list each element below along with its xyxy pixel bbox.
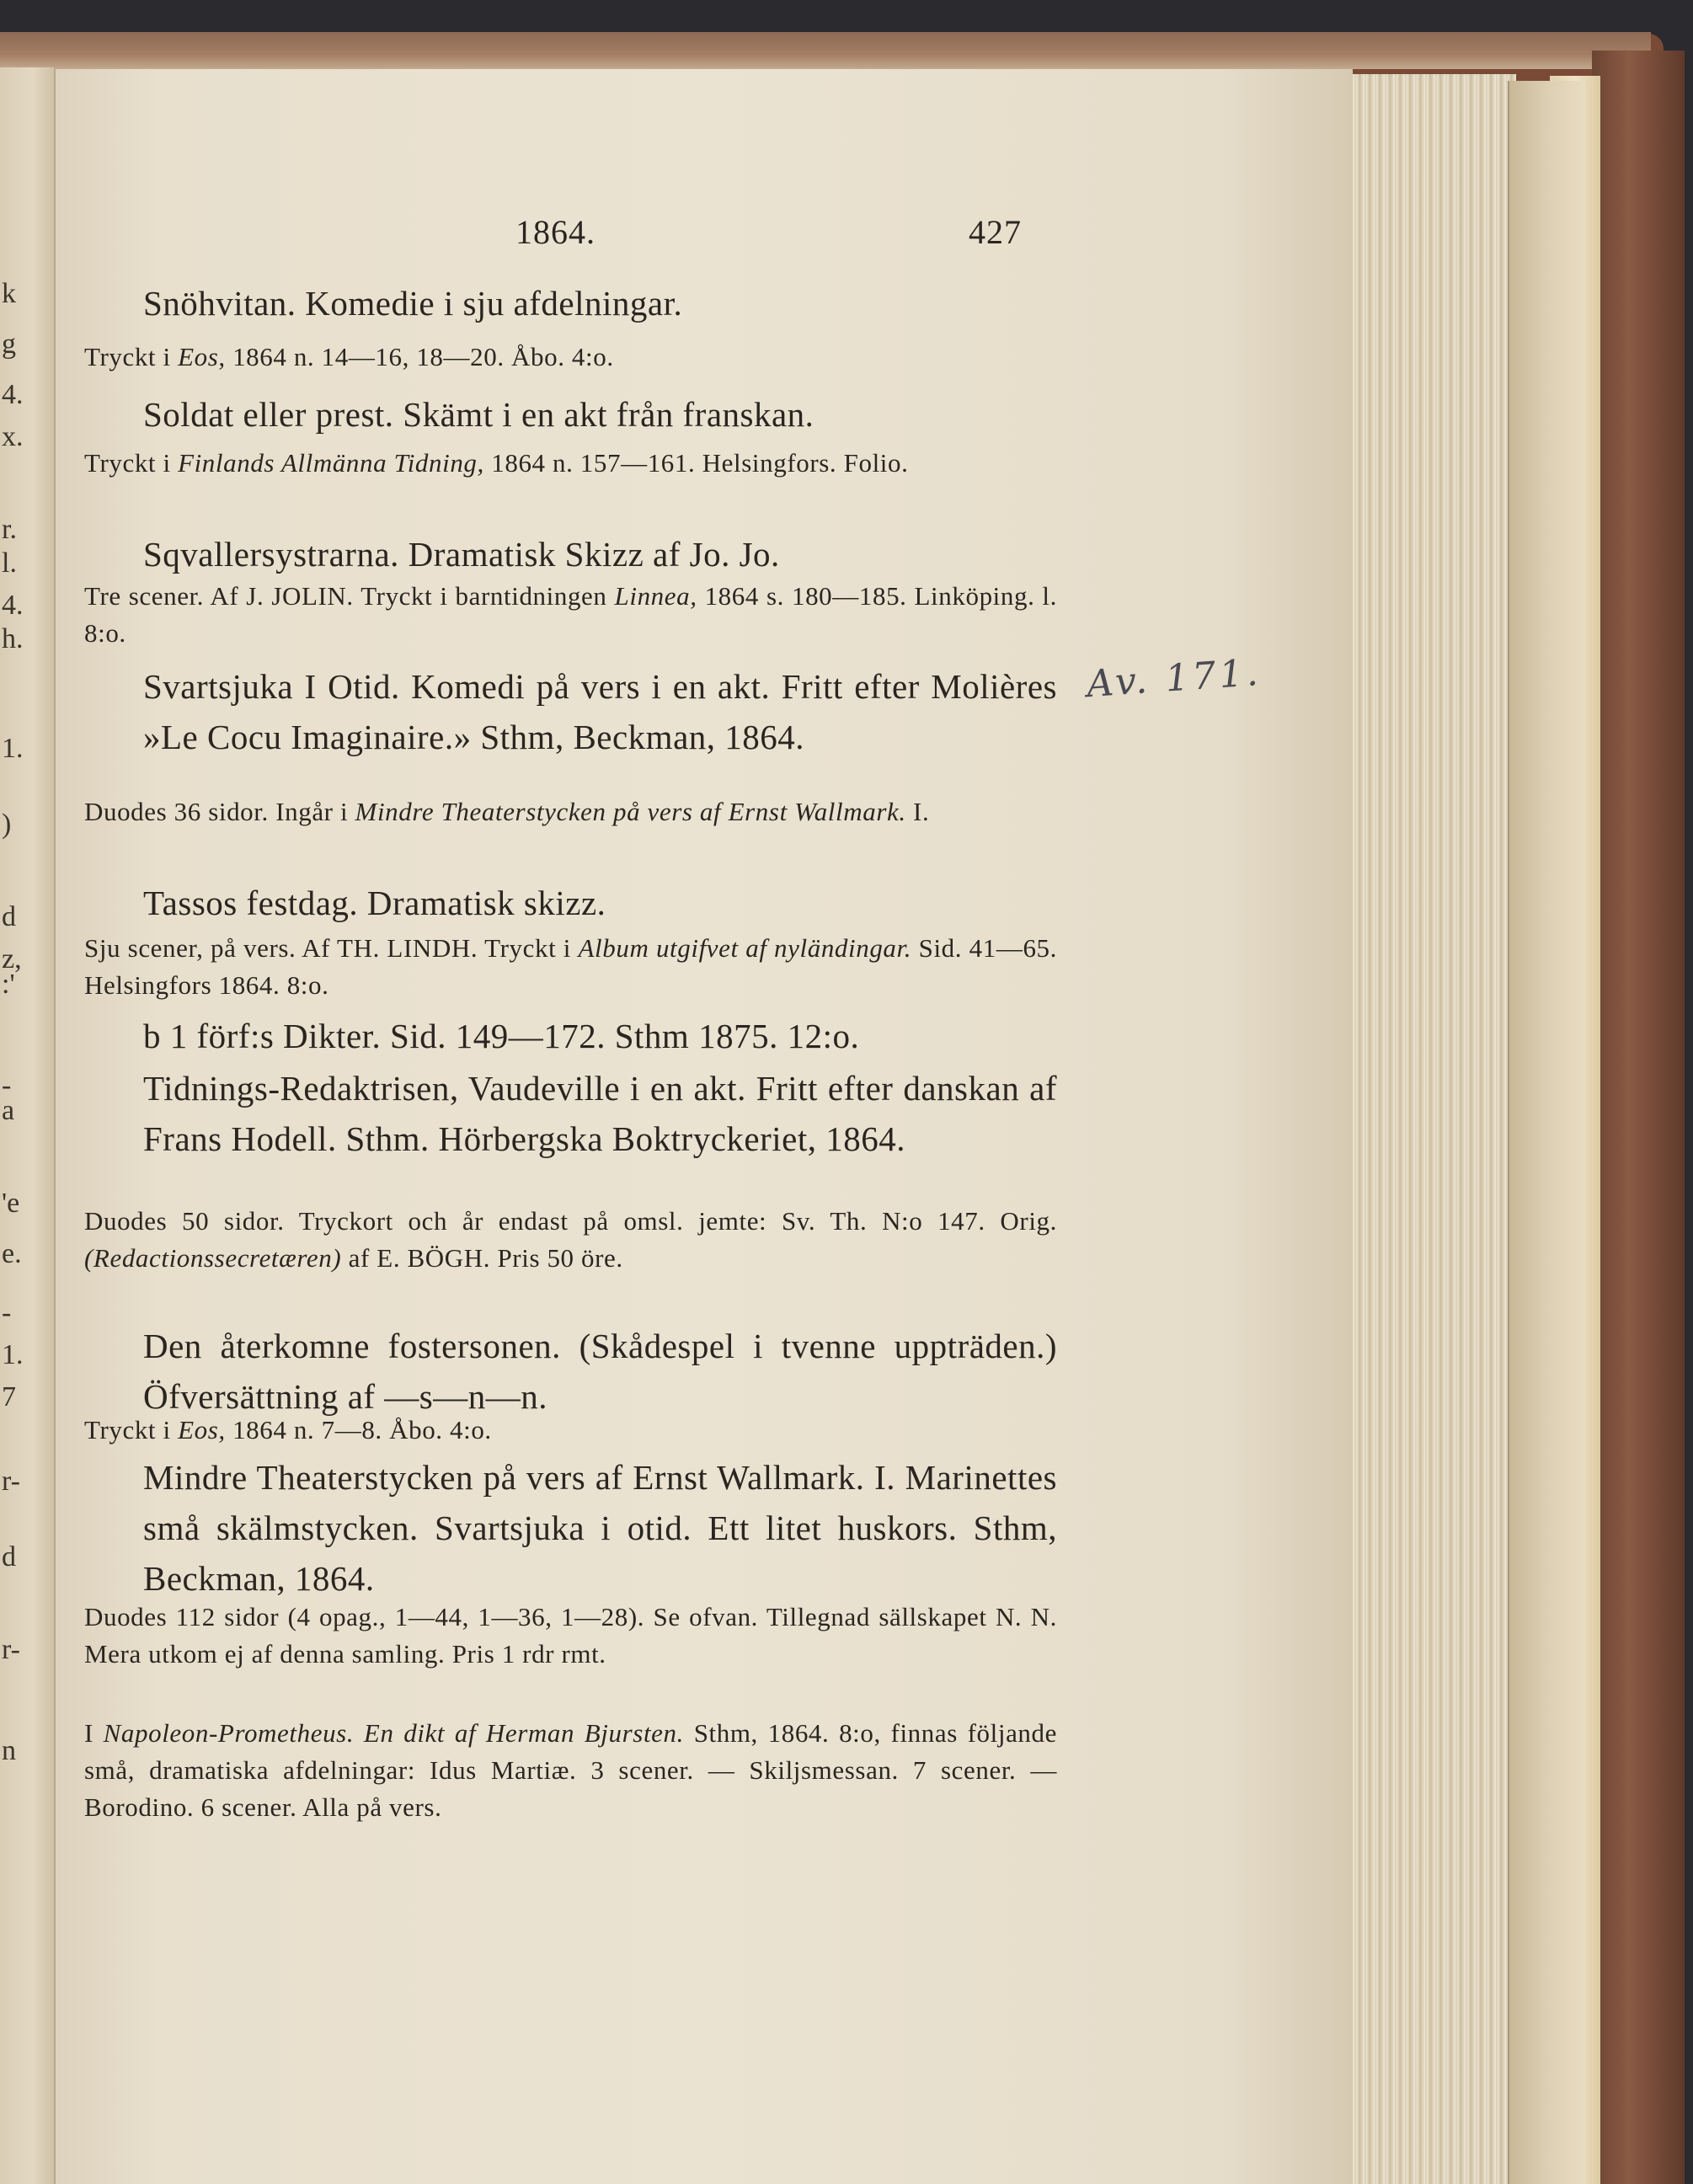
sliver-char: 1.	[2, 733, 24, 764]
sliver-char: k	[2, 278, 16, 309]
entry-title: Sqvallersystrarna. Dramatisk Skizz af Jo. Jo.	[143, 535, 780, 574]
running-header-year: 1864.	[515, 213, 595, 251]
sliver-char: -	[2, 1070, 12, 1101]
entry-title: Mindre Theaterstycken på vers af Ernst Wallmark. I. Marinettes små skälmstycken. Svartsjuka i otid. Ett litet huskors. Sthm, Beckman, 1864.	[143, 1458, 1057, 1598]
sliver-char: -	[2, 1297, 12, 1328]
entry-title: Soldat eller prest. Skämt i en akt från franskan.	[143, 395, 814, 434]
sliver-char: r-	[2, 1466, 20, 1497]
sliver-char: 1.	[2, 1339, 24, 1370]
entry-note: Tre scener. Af J. JOLIN. Tryckt i barntidningen Linnea, 1864 s. 180—185. Linköping. l. 8:o.	[84, 581, 1057, 648]
handwritten-annotation: Av. 171.	[1085, 650, 1263, 707]
entry-title: Svartsjuka I Otid. Komedi på vers i en akt. Fritt efter Molières »Le Cocu Imaginaire.» Sthm, Beckman, 1864.	[143, 667, 1057, 756]
sliver-char: n	[2, 1735, 16, 1766]
sliver-char: 'e	[2, 1188, 20, 1219]
sliver-char: x.	[2, 421, 24, 452]
page-number: 427	[969, 213, 1022, 251]
sliver-char: r-	[2, 1634, 20, 1665]
entry-note: Duodes 36 sidor. Ingår i Mindre Theaterstycken på vers af Ernst Wallmark. I.	[84, 797, 930, 826]
sliver-char: e.	[2, 1238, 22, 1269]
entry-note: Duodes 112 sidor (4 opag., 1—44, 1—36, 1—28). Se ofvan. Tillegnad sällskapet N. N. Mera utkom ej af denna samling. Pris 1 rdr rmt.	[84, 1602, 1057, 1669]
sliver-char: 4.	[2, 590, 24, 621]
entry-title: Den återkomne fostersonen. (Skådespel i tvenne uppträden.) Öfversättning af —s—n—n.	[143, 1327, 1057, 1416]
entry-title: Snöhvitan. Komedie i sju afdelningar.	[143, 284, 683, 323]
entry-note: Tryckt i Eos, 1864 n. 14—16, 18—20. Åbo. 4:o.	[84, 342, 614, 371]
entry-note: Tryckt i Eos, 1864 n. 7—8. Åbo. 4:o.	[84, 1415, 492, 1444]
sliver-char: a	[2, 1095, 15, 1126]
entry-title: Tidnings-Redaktrisen, Vaudeville i en akt. Fritt efter danskan af Frans Hodell. Sthm. Hörbergska Boktryckeriet, 1864.	[143, 1069, 1057, 1158]
sliver-char: 4.	[2, 379, 24, 410]
entry-note: Sju scener, på vers. Af TH. LINDH. Tryckt i Album utgifvet af nyländingar. Sid. 41—65. Helsingfors 1864. 8:o.	[84, 933, 1057, 1000]
sliver-char: h.	[2, 623, 24, 654]
sliver-char: g	[2, 328, 16, 360]
sliver-char: d	[2, 1541, 16, 1573]
entry-note: I Napoleon-Prometheus. En dikt af Herman Bjursten. Sthm, 1864. 8:o, finnas följande små, dramatiska afdelningar: Idus Martiæ. 3 scener. — Skiljsmessan. 7 scener. — Borodino. 6 scener. Alla på vers.	[84, 1718, 1057, 1822]
sliver-char: )	[2, 809, 12, 840]
entry-title: Tassos festdag. Dramatisk skizz.	[143, 884, 606, 922]
entry-note: Tryckt i Finlands Allmänna Tidning, 1864 n. 157—161. Helsingfors. Folio.	[84, 448, 909, 478]
sliver-char: :'	[2, 969, 15, 1000]
entry-title: b 1 förf:s Dikter. Sid. 149—172. Sthm 1875. 12:o.	[143, 1017, 860, 1055]
sliver-char: l.	[2, 547, 17, 579]
sliver-char: 7	[2, 1381, 16, 1412]
sliver-char: z,	[2, 943, 22, 975]
entry-note: Duodes 50 sidor. Tryckort och år endast på omsl. jemte: Sv. Th. N:o 147. Orig. (Redactionssecretæren) af E. BÖGH. Pris 50 öre.	[84, 1206, 1057, 1273]
sliver-char: d	[2, 901, 16, 932]
sliver-char: r.	[2, 514, 17, 545]
